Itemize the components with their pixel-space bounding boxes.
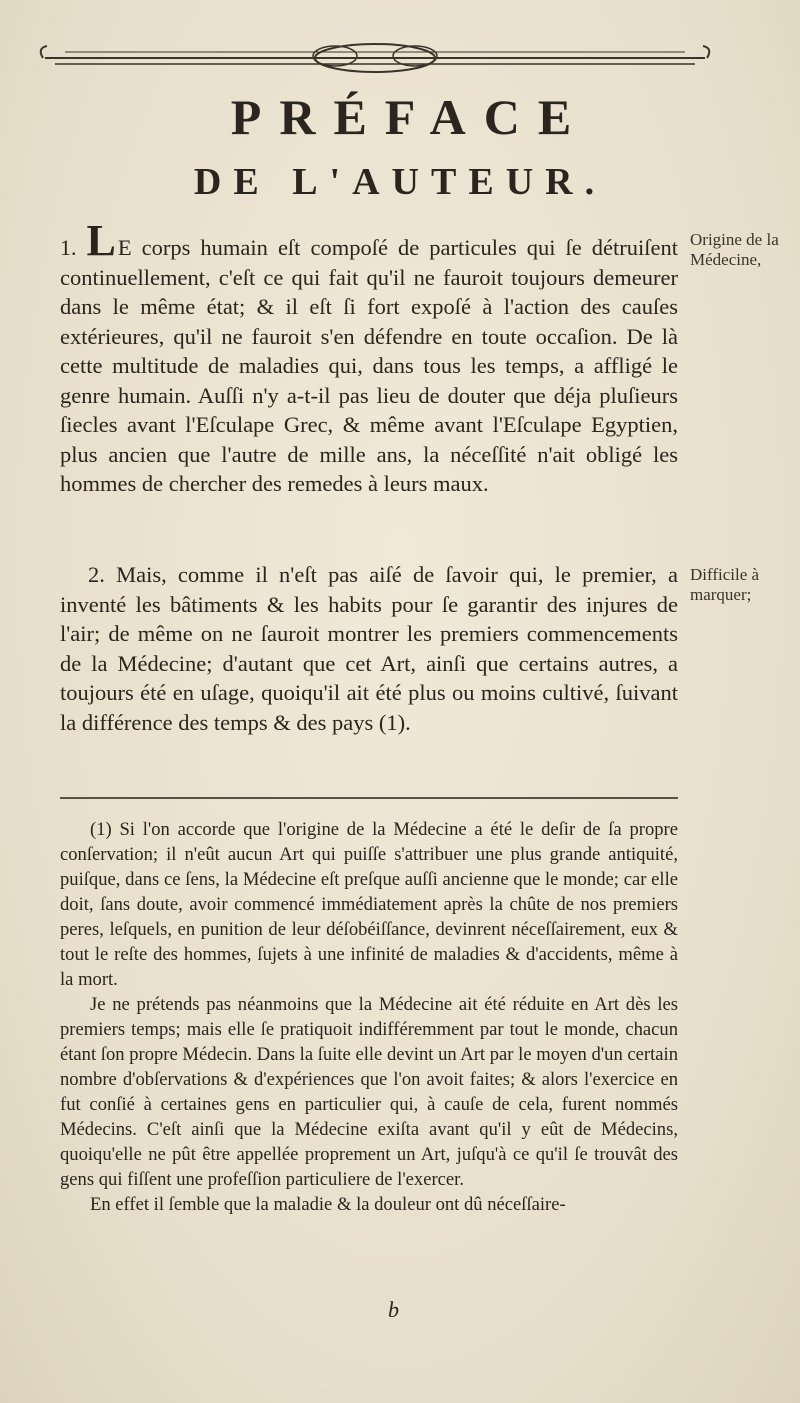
drop-cap: L [86, 216, 116, 265]
footnote-paragraph: En effet il ſemble que la maladie & la douleur ont dû néceſſaire- [90, 1194, 566, 1215]
footnote-divider [60, 797, 678, 799]
signature-mark: b [388, 1297, 399, 1322]
footnotes [60, 817, 678, 1217]
title-author: DE L'AUTEUR. [193, 161, 607, 203]
footnote-paragraph: Je ne prétends pas néanmoins que la Médecine ait été réduite en Art dès les premiers temps; mais elle ſe pratiquoit indifféremment par tout le monde, chacun étant ſon propre Médecin. Dans la ſuite elle devint un Art par le moyen d'un certain nombre d'obſervations & d'expériences que l'on avoit faites; & alors l'exercice en fut conſié à certaines gens en particulier qui, à cauſe de cela, furent nommés Médecins. C'eſt ainſi que la Médecine exiſta avant qu'il y eût de Médecins, quoiqu'elle ne pût être appellée proprement un Art, juſqu'à ce qu'il ſe trouvât des gens qui fiſſent une profeſſion particuliere de l'exercer. [60, 994, 678, 1190]
header-ornament [35, 38, 715, 78]
paragraph-number: 1. [60, 235, 77, 260]
paragraph-1-text: E corps humain eſt compoſé de particules qui ſe détruiſent continuellement, c'eſt ce qui fait qu'il ne fauroit toujours demeurer dans le même état; & il eſt ſi fort expoſé à l'action des cauſes extérieures, qu'il ne fauroit s'en défendre en toute occaſion. De là cette multitude de maladies qui, dans tous les temps, a affligé le genre humain. Auſſi n'y a-t-il pas lieu de douter que déja pluſieurs ſiecles avant l'Eſculape Grec, & même avant l'Eſculape Egyptien, plus ancien que l'autre de mille ans, la néceſſité n'ait obligé les hommes de chercher des remedes à leurs maux. [60, 235, 678, 496]
paragraph-1 [60, 216, 678, 499]
paragraph-2: 2. Mais, comme il n'eſt pas aiſé de ſavoir qui, le premier, a inventé les bâtiments & les habits pour ſe garantir des injures de l'air; de même on ne ſauroit montrer les premiers commencements de la Médecine; d'autant que cet Art, ainſi que certains autres, a toujours été en uſage, quoiqu'il ait été plus ou moins cultivé, ſuivant la différence des temps & des pays (1). [60, 562, 678, 735]
footnote-paragraph: (1) Si l'on accorde que l'origine de la Médecine a été le deſir de ſa propre conſervation; il n'eût aucun Art qui puiſſe s'attribuer une plus grande antiquité, puiſque, dans ce ſens, la Médecine eſt preſque auſſi ancienne que le monde; car elle doit, ſans doute, avoir commencé immédiatement après la chûte de nos premiers peres, leſquels, en punition de leur déſobéiſſance, devinrent néceſſairement, eux & tout le reſte des hommes, ſujets à une infinité de maladies & d'accidents, même à la mort. [60, 819, 678, 990]
margin-note-origin: Origine de la Médecine, [690, 230, 779, 269]
margin-note-difficult: Difficile à marquer; [690, 565, 760, 604]
title-preface: PRÉFACE [230, 89, 590, 145]
